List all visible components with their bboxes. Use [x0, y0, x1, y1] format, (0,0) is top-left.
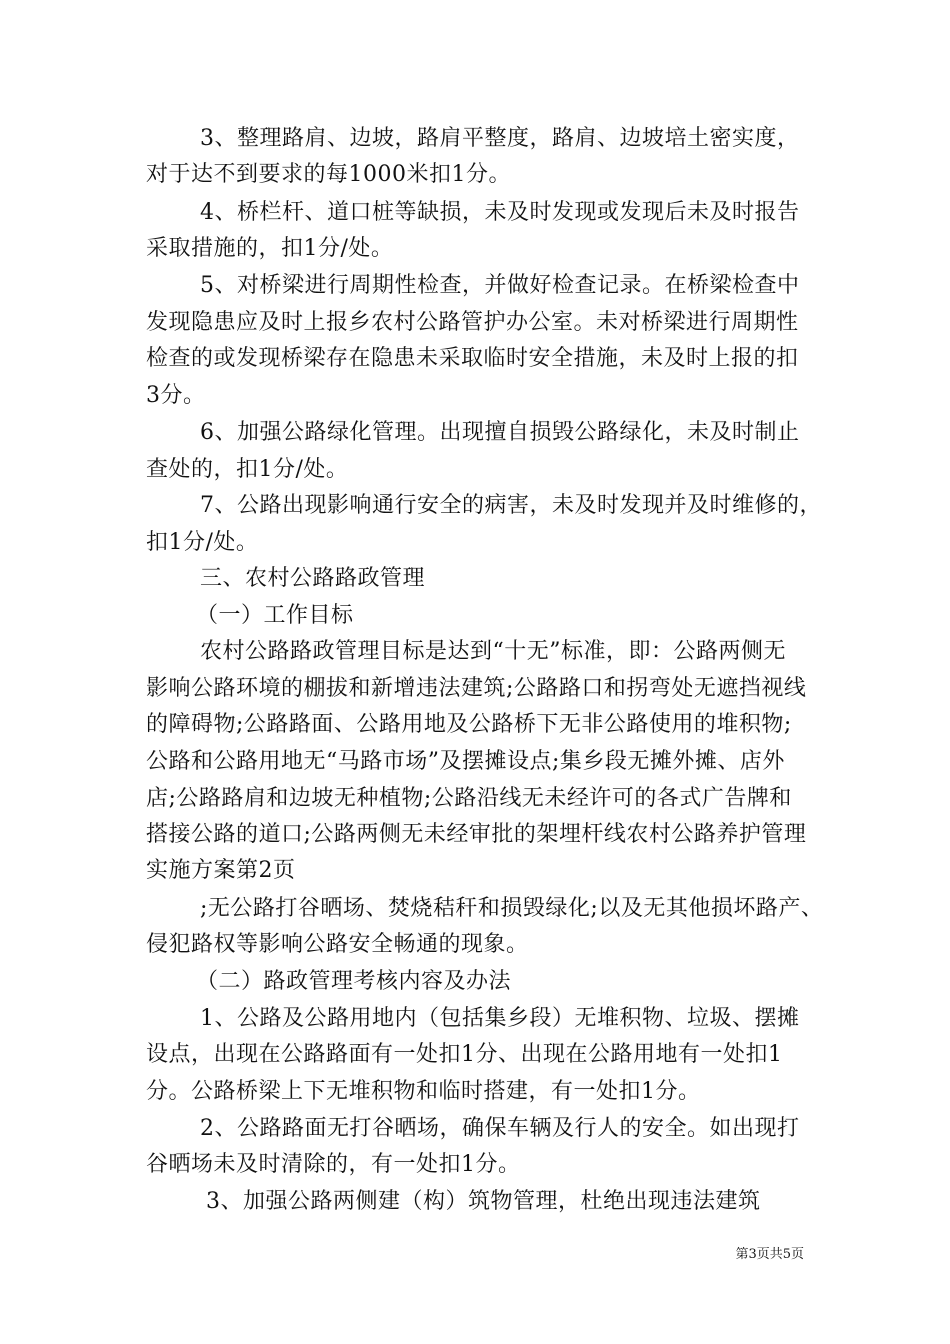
paragraph-line: 发现隐患应及时上报乡农村公路管护办公室。未对桥梁进行周期性	[146, 310, 799, 335]
paragraph-line: 分。公路桥梁上下无堆积物和临时搭建，有一处扣1分。	[146, 1079, 701, 1104]
subsection-heading: （二）路政管理考核内容及办法	[196, 969, 512, 994]
paragraph-line: 4、桥栏杆、道口桩等缺损，未及时发现或发现后未及时报告	[200, 200, 800, 225]
paragraph-line: 7、公路出现影响通行安全的病害，未及时发现并及时维修的，	[200, 493, 822, 518]
paragraph-line: 扣1分/处。	[146, 530, 259, 555]
paragraph-line: 影响公路环境的棚拔和新增违法建筑;公路路口和拐弯处无遮挡视线	[146, 676, 807, 701]
section-heading: 三、农村公路路政管理	[200, 566, 426, 591]
paragraph-line: 谷晒场未及时清除的，有一处扣1分。	[146, 1152, 521, 1177]
paragraph-line: 5、对桥梁进行周期性检查，并做好检查记录。在桥梁检查中	[200, 273, 800, 298]
paragraph-line: 查处的，扣1分/处。	[146, 457, 349, 482]
paragraph-line: 店;公路路肩和边坡无种植物;公路沿线无未经许可的各式广告牌和	[146, 786, 792, 811]
paragraph-line: 对于达不到要求的每1000米扣1分。	[146, 162, 511, 187]
paragraph-line: 1、公路及公路用地内（包括集乡段）无堆积物、垃圾、摆摊	[200, 1006, 800, 1031]
paragraph-line: 3、加强公路两侧建（构）筑物管理，杜绝出现违法建筑	[206, 1189, 761, 1214]
paragraph-line: 搭接公路的道口;公路两侧无未经审批的架埋杆线农村公路养护管理	[146, 822, 807, 847]
paragraph-line: 侵犯路权等影响公路安全畅通的现象。	[146, 932, 529, 957]
paragraph-line: 实施方案第2页	[146, 858, 296, 883]
paragraph-line: 2、公路路面无打谷晒场，确保车辆及行人的安全。如出现打	[200, 1116, 800, 1141]
paragraph-line: 采取措施的，扣1分/处。	[146, 236, 394, 261]
paragraph-line: 公路和公路用地无“马路市场”及摆摊设点;集乡段无摊外摊、店外	[146, 749, 785, 774]
paragraph-line: 设点，出现在公路路面有一处扣1分、出现在公路用地有一处扣1	[146, 1042, 783, 1067]
paragraph-line: 3、整理路肩、边坡，路肩平整度，路肩、边坡培土密实度，	[200, 126, 800, 151]
subsection-heading: （一）工作目标	[196, 603, 354, 628]
paragraph-line: ;无公路打谷晒场、焚烧秸秆和损毁绿化;以及无其他损坏路产、	[200, 896, 824, 921]
paragraph-line: 3分。	[146, 383, 206, 408]
paragraph-line: 农村公路路政管理目标是达到“十无”标准，即：公路两侧无	[200, 639, 786, 664]
page-number-footer: 第3页共5页	[735, 1247, 804, 1262]
paragraph-line: 6、加强公路绿化管理。出现擅自损毁公路绿化，未及时制止	[200, 420, 800, 445]
paragraph-line: 检查的或发现桥梁存在隐患未采取临时安全措施，未及时上报的扣	[146, 346, 799, 371]
paragraph-line: 的障碍物;公路路面、公路用地及公路桥下无非公路使用的堆积物;	[146, 712, 792, 737]
